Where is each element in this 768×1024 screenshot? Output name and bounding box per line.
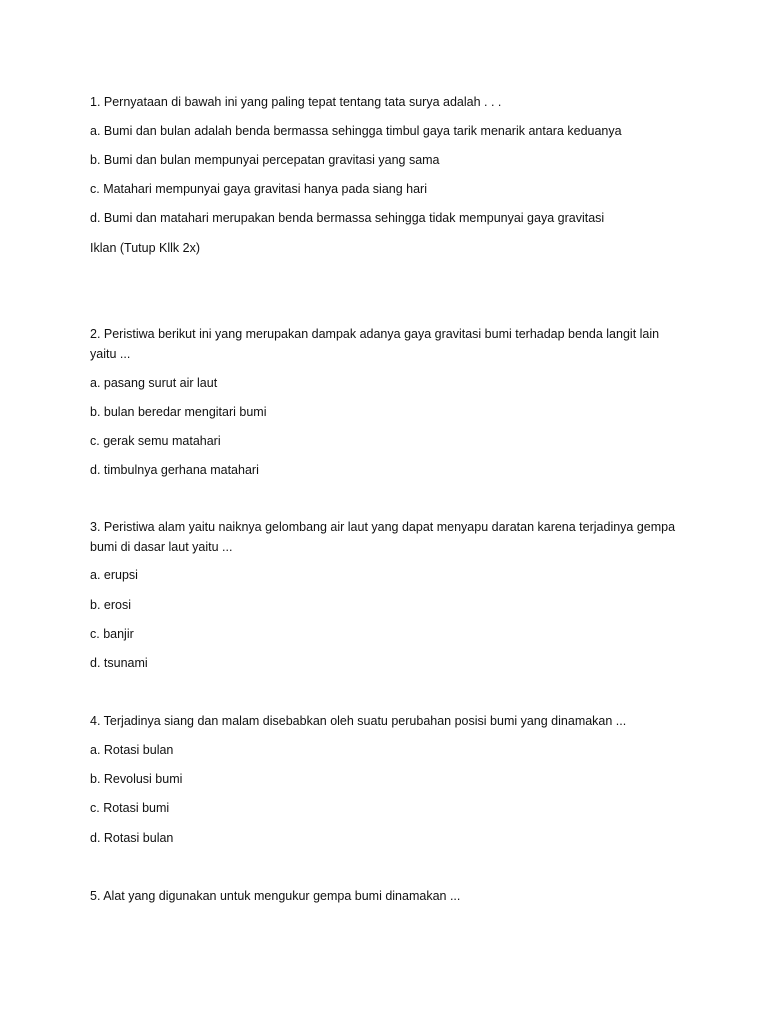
question-3-option-c: c. banjir — [90, 627, 134, 641]
question-4-option-a: a. Rotasi bulan — [90, 743, 174, 757]
question-1-option-c: c. Matahari mempunyai gaya gravitasi hanya pada siang hari — [90, 182, 427, 196]
question-2-option-a: a. pasang surut air laut — [90, 376, 218, 390]
question-3-option-b: b. erosi — [90, 598, 131, 612]
question-4-option-c: c. Rotasi bumi — [90, 801, 170, 815]
ad-close-text[interactable]: Iklan (Tutup Kllk 2x) — [90, 241, 200, 255]
question-1-text: 1. Pernyataan di bawah ini yang paling tepat tentang tata surya adalah . . . — [90, 95, 502, 109]
question-1-option-b: b. Bumi dan bulan mempunyai percepatan gravitasi yang sama — [90, 153, 440, 167]
question-1-option-d: d. Bumi dan matahari merupakan benda bermassa sehingga tidak mempunyai gaya gravitasi — [90, 211, 605, 225]
question-1-option-a: a. Bumi dan bulan adalah benda bermassa sehingga timbul gaya tarik menarik antara keduanya — [90, 124, 622, 138]
question-5-text: 5. Alat yang digunakan untuk mengukur gempa bumi dinamakan ... — [90, 889, 461, 903]
question-2-option-c: c. gerak semu matahari — [90, 434, 221, 448]
question-2-text: 2. Peristiwa berikut ini yang merupakan dampak adanya gaya gravitasi bumi terhadap benda langit lain yaitu ... — [90, 327, 660, 361]
question-3-option-d: d. tsunami — [90, 656, 148, 670]
question-4-option-b: b. Revolusi bumi — [90, 772, 183, 786]
question-4-option-d: d. Rotasi bulan — [90, 831, 174, 845]
question-4-text: 4. Terjadinya siang dan malam disebabkan oleh suatu perubahan posisi bumi yang dinamakan ... — [90, 714, 627, 728]
question-3-option-a: a. erupsi — [90, 568, 138, 582]
question-2-option-b: b. bulan beredar mengitari bumi — [90, 405, 267, 419]
question-3-text: 3. Peristiwa alam yaitu naiknya gelombang air laut yang dapat menyapu daratan karena terjadinya gempa bumi di dasar laut yaitu ... — [90, 520, 676, 554]
question-2-option-d: d. timbulnya gerhana matahari — [90, 463, 259, 477]
